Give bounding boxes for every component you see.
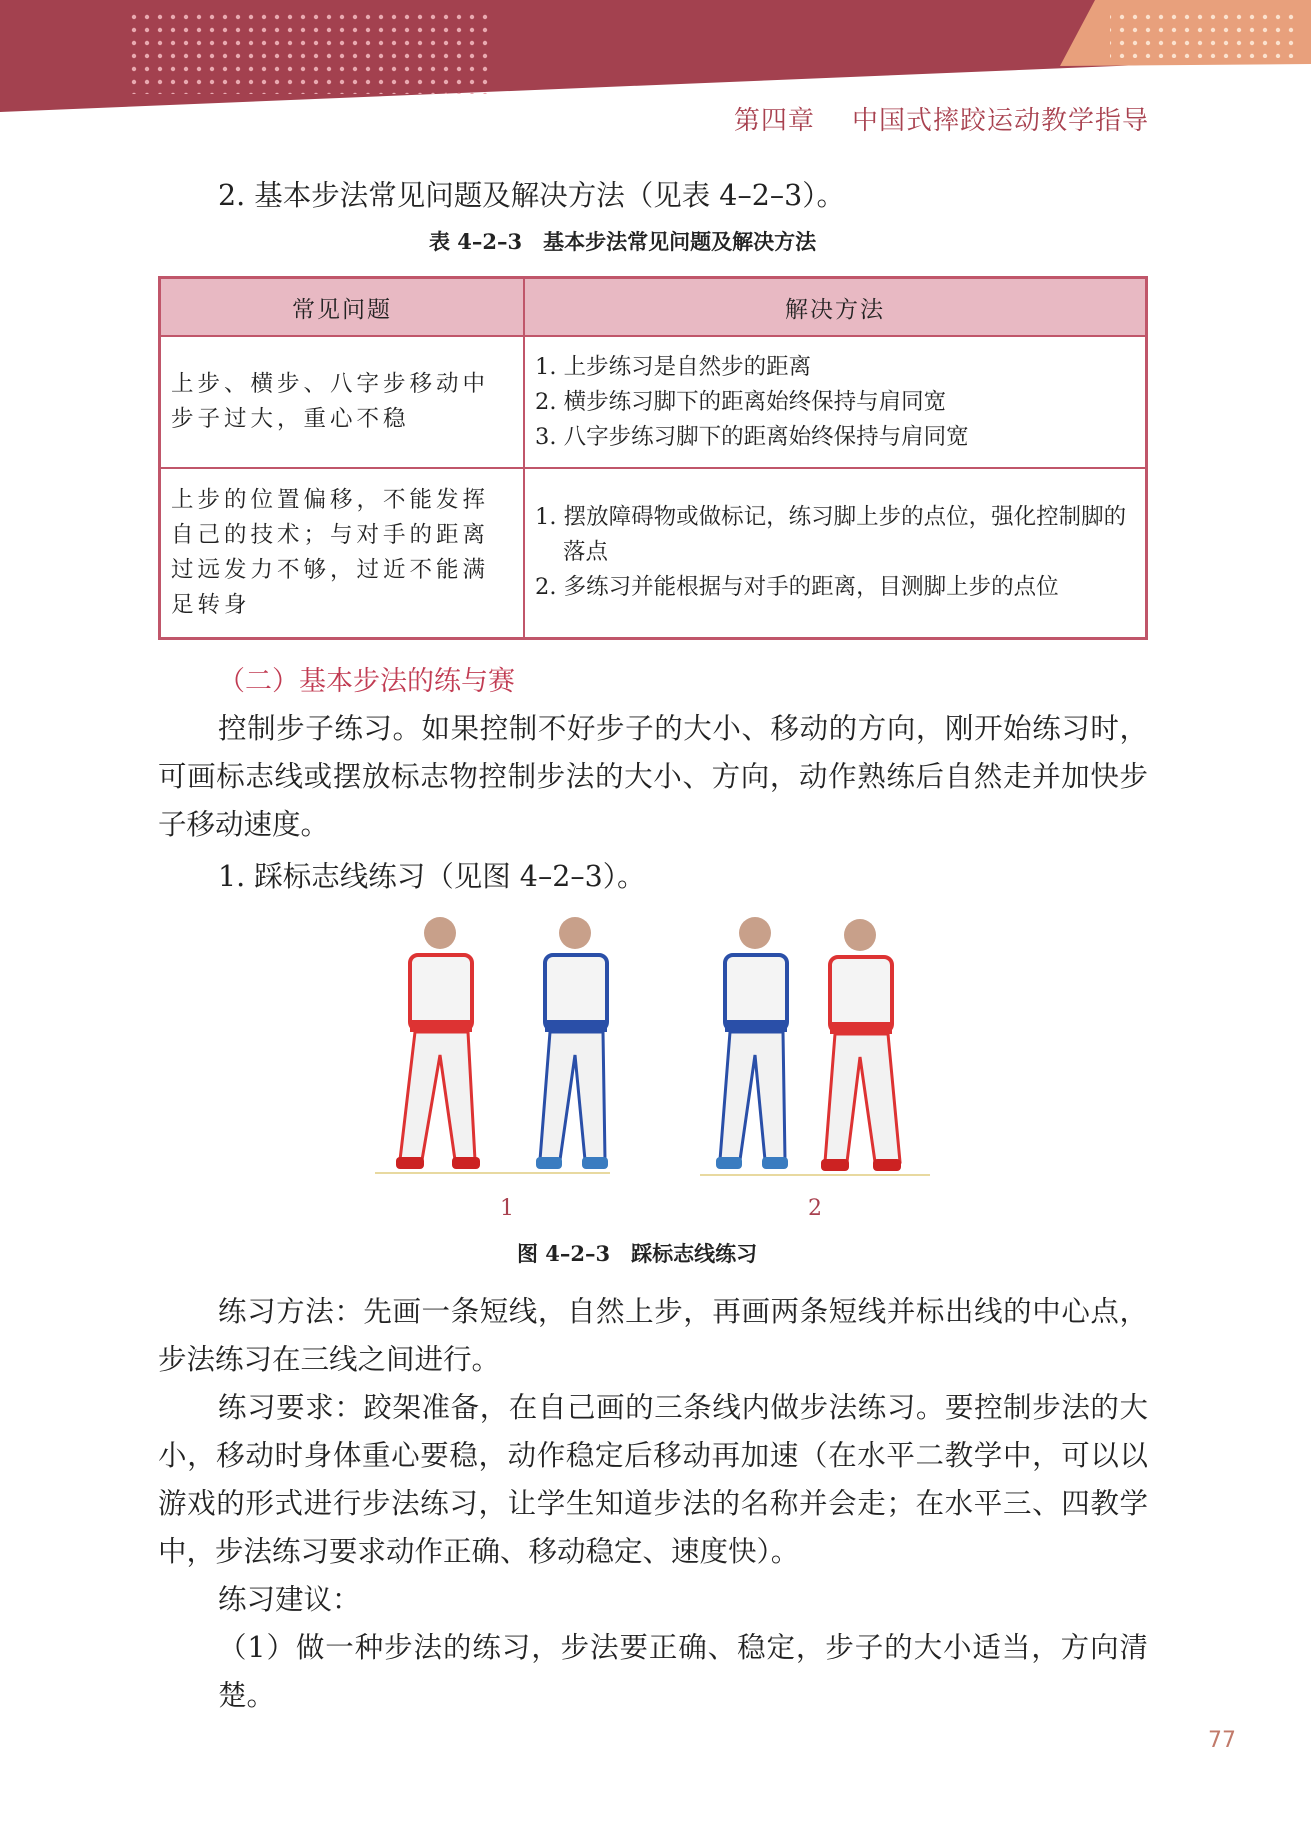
paragraph-suggest-1: （1）做一种步法的练习，步法要正确、稳定，步子的大小适当，方向清楚。: [218, 1631, 1148, 1712]
table-header-solution: 解决方法: [524, 278, 1147, 337]
intro-line: 2. 基本步法常见问题及解决方法（见表 4–2–3）。: [218, 179, 845, 212]
problems-solutions-table: [158, 276, 1148, 640]
figure-label-2: 2: [808, 1196, 822, 1221]
paragraph-requirement: 练习要求：跤架准备，在自己画的三条线内做步法练习。要控制步法的大小，移动时身体重心要稳，动作稳定后移动再加速（在水平二教学中，可以以游戏的形式进行步法练习，让学生知道步法的名称并会走；在水平三、四教学中，步法练习要求动作正确、移动稳定、速度快）。: [158, 1391, 1148, 1568]
table-row: [160, 336, 1147, 468]
solution-line: 2. 横步练习脚下的距离始终保持与肩同宽: [535, 388, 947, 415]
wrestler-red-illustration: [821, 919, 901, 1171]
item-1: 1. 踩标志线练习（见图 4–2–3）。: [218, 860, 646, 893]
wrestler-blue-illustration: [536, 917, 608, 1169]
section-heading: （二）基本步法的练与赛: [218, 666, 515, 697]
table-header-problem: 常见问题: [160, 278, 525, 337]
wrestler-blue-illustration: [716, 917, 788, 1169]
table-cell-problem: 上步的位置偏移，不能发挥自己的技术；与对手的距离过远发力不够，过近不能满足转身: [160, 468, 525, 638]
figure-label-1: 1: [500, 1196, 514, 1221]
paragraph-control: 控制步子练习。如果控制不好步子的大小、移动的方向，刚开始练习时，可画标志线或摆放标志物控制步法的大小、方向，动作熟练后自然走并加快步子移动速度。: [158, 712, 1148, 841]
solution-line: 2. 多练习并能根据与对手的距离，目测脚上步的点位: [535, 574, 1059, 601]
table-cell-problem: 上步、横步、八字步移动中步子过大，重心不稳: [160, 336, 525, 468]
solution-line: 3. 八字步练习脚下的距离始终保持与肩同宽: [535, 423, 969, 450]
chapter-number: 第四章: [733, 106, 815, 136]
page-number: 77: [1208, 1728, 1236, 1753]
chapter-title: [734, 100, 1149, 137]
wrestler-red-illustration: [396, 917, 480, 1169]
paragraph-suggest: 练习建议：: [218, 1583, 361, 1616]
paragraph-method: 练习方法：先画一条短线，自然上步，再画两条短线并标出线的中心点，步法练习在三线之间进行。: [158, 1295, 1148, 1376]
table-header-row: [160, 278, 1147, 337]
figure-caption: 图 4–2–3 踩标志线练习: [517, 1241, 758, 1266]
table-caption: 表 4–2–3 基本步法常见问题及解决方法: [429, 229, 817, 254]
chapter-name: 中国式摔跤运动教学指导: [851, 106, 1149, 136]
solution-line: 1. 摆放障碍物或做标记，练习脚上步的点位，强化控制脚的落点: [535, 504, 1127, 566]
table-row: [160, 468, 1147, 638]
table-cell-solution: [524, 336, 1147, 468]
figure-step-line-practice: [370, 905, 940, 1185]
table-cell-solution: [524, 468, 1147, 638]
header-banner: [0, 0, 1311, 115]
solution-line: 1. 上步练习是自然步的距离: [535, 353, 812, 380]
